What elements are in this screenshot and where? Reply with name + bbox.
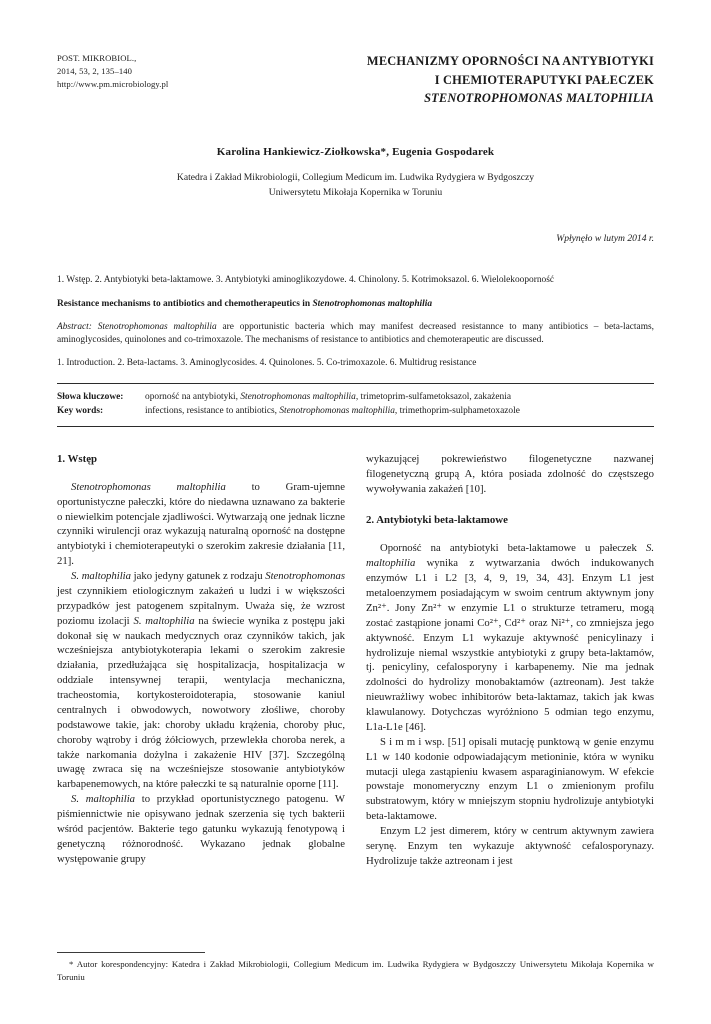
keywords-text-polish: oporność na antybiotyki, Stenotrophomonas maltophilia, trimetoprim-sulfametoksazol, zakażenia (145, 391, 512, 402)
paragraph: Stenotrophomonas maltophilia to Gram-ujemne oportunistyczne pałeczki, które do niedawna uznawano za bakterie o niewielkim potencjale zjadliwości. Wytwarzają one jednak liczne czynniki wirulencji oraz wykazują naturalną oporność na dostępne antybiotyki i chemioterapeutyki o szerokim zakresie działania [11, 21]. (57, 480, 345, 568)
article-title-line1: MECHANIZMY OPORNOŚCI NA ANTYBIOTYKI (366, 54, 654, 68)
paragraph-continuation: wykazującej pokrewieństwo filogenetyczne nazwanej filogenetyczną grupą A, która posiada zdolność do częstszego wywoływania zakażeń [10]. (366, 452, 654, 495)
keywords-row-english (57, 404, 654, 419)
journal-name: POST. MIKROBIOL., (57, 53, 137, 63)
article-body (57, 452, 654, 869)
keywords-row-polish (57, 390, 654, 405)
left-column (57, 452, 345, 869)
contents-english: 1. Introduction. 2. Beta-lactams. 3. Aminoglycosides. 4. Quinolones. 5. Co-trimoxazole. 6. Multidrug resistance (57, 358, 477, 369)
paragraph: S. maltophilia to przykład oportunistycznego patogenu. W piśmiennictwie nie opisywano jednak szerzenia się tych bakterii wśród pacjentów. Bakterie tego gatunku wykazują fenotypową i genetyczną różnorodność. Wykazano jednak globalne występowanie grupy (57, 793, 345, 865)
keywords-box (57, 383, 654, 427)
journal-issue: 2014, 53, 2, 135–140 (57, 65, 133, 76)
abstract: Abstract: Stenotrophomonas maltophilia are opportunistic bacteria which may manifest decreased resistannce to many antibiotics – beta-lactams, aminoglycosides, quinolones and co-trimoxazole. The mechanisms of resistance to antibiotics and chemoterapeutic are discussed. (57, 321, 654, 346)
section-heading-2: 2. Antybiotyki beta-laktamowe (366, 514, 508, 527)
contents-polish: 1. Wstęp. 2. Antybiotyki beta-laktamowe. 3. Antybiotyki aminoglikozydowe. 4. Chinolony. 5. Kotrimoksazol. 6. Wielolekooporność (57, 274, 555, 285)
affiliation-line2: Uniwersytetu Mikołaja Kopernika w Toruniu (268, 186, 443, 198)
keywords-label-english: Key words: (57, 406, 104, 417)
page-footer (57, 952, 654, 984)
article-title-line2: I CHEMIOTERAPUTYKI PAŁECZEK (434, 72, 654, 87)
journal-info (57, 52, 168, 91)
title-english: Resistance mechanisms to antibiotics and chemotherapeutics in Stenotrophomonas maltophilia (57, 299, 433, 310)
masthead (57, 52, 654, 108)
section-heading-1: 1. Wstęp (57, 452, 97, 465)
paragraph: Enzym L2 jest dimerem, który w centrum aktywnym zawiera serynę. Enzym ten wykazuje aktywność cefalosporynazy. Hydrolizuje także aztreonam i jest (366, 825, 654, 867)
keywords-text-english: infections, resistance to antibiotics, Stenotrophomonas maltophilia, trimethoprim-sulphametoxazole (145, 406, 520, 417)
paragraph: S. maltophilia jako jedyny gatunek z rodzaju Stenotrophomonas jest czynnikiem etiologicznym zakażeń u ludzi i w większości przypadków jest patogenem szpitalnym. Uważa się, że wzrost poziomu izolacji S. maltophilia na świecie wynika z postępu jaki dokonał się w naukach medycznych oraz czynników takich, jak wcześniejsza antybiotykoterapia lekami o szerokim zakresie działania, przedłużająca się hospitalizacja, hospitalizacja w oddziale intensywnej terapii, wentylacja mechaniczna, tracheostomia, kortykosteroidoterapia, stosowanie kaniul centralnych i obwodowych, nowotwory złośliwe, choroby podstawowe takie, jak: choroby układu krążenia, choroby płuc, choroby wątroby i dróg żółciowych, przewlekła choroba nerek, a także narkomania dożylna i zakażenie HIV [37]. Szczególną uwagę zwraca się na wcześniejsze stosowanie antybiotyków karbapenemowych, na które pałeczki te są naturalnie oporne [11]. (57, 570, 345, 791)
corresponding-author-footnote: * Autor korespondencyjny: Katedra i Zakład Mikrobiologii, Collegium Medicum im. Ludwika Rydygiera w Bydgoszczy Uniwersytetu Mikołaja Kopernika w Toruniu (57, 958, 654, 982)
paragraph: S i m m i wsp. [51] opisali mutację punktową w genie enzymu L1 w 140 kodonie odpowiadającym metioninie, która w wyniku mutacji ulega zastąpieniu kwasem asparaginianowym. W efekcie powstaje monomeryczny enzym L1 o zmienionym profilu substratowym, który w mniejszym stopniu hydrolizuje antybiotyki beta-laktamowe. (366, 735, 654, 823)
footnote-rule (57, 952, 205, 953)
affiliation-line1: Katedra i Zakład Mikrobiologii, Collegium Medicum im. Ludwika Rydygiera w Bydgoszczy (176, 171, 535, 183)
article-title-line3: STENOTROPHOMONAS MALTOPHILIA (424, 91, 654, 106)
authors: Karolina Hankiewicz-Ziołkowska*, Eugenia Gospodarek (216, 145, 495, 158)
paragraph: Oporność na antybiotyki beta-laktamowe u pałeczek S. maltophilia wynika z wytwarzania dwóch indukowanych enzymów L1 i L2 [3, 4, 9, 19, 34, 43]. Enzym L1 jest metaloenzymem posiadającym w swoim centrum aktywnym jony Zn²⁺. Jony Zn²⁺ w enzymie L1 o strukturze tetrameru, mogą zostać zastąpione jonami Co²⁺, Cd²⁺ oraz Ni²⁺, co zmniejsza jego aktywność. Enzym L1 wykazuje aktywność penicylinazy i hydrolizuje niemal wszystkie antybiotyki z grupy beta-laktamów, tj. penicyliny, cefalosporyny i karbapenemy. Nie ma jednak zdolności do hydrolizy monobaktamów (aztreonam). Jest także nieuwrażliwy wobec inhibitorów beta-laktamaz, takich jak kwas klawulanowy. Dotychczas wyróżniono 5 odmian tego enzymu, L1a-L1e [46]. (366, 542, 654, 733)
keywords-label-polish: Słowa kluczowe: (57, 391, 124, 402)
front-matter (57, 274, 654, 427)
journal-url[interactable]: http://www.pm.microbiology.pl (57, 78, 169, 89)
affiliation (57, 171, 654, 201)
received-date: Wpłynęło w lutym 2014 r. (556, 232, 654, 244)
article-title (367, 52, 654, 108)
right-column (366, 452, 654, 869)
